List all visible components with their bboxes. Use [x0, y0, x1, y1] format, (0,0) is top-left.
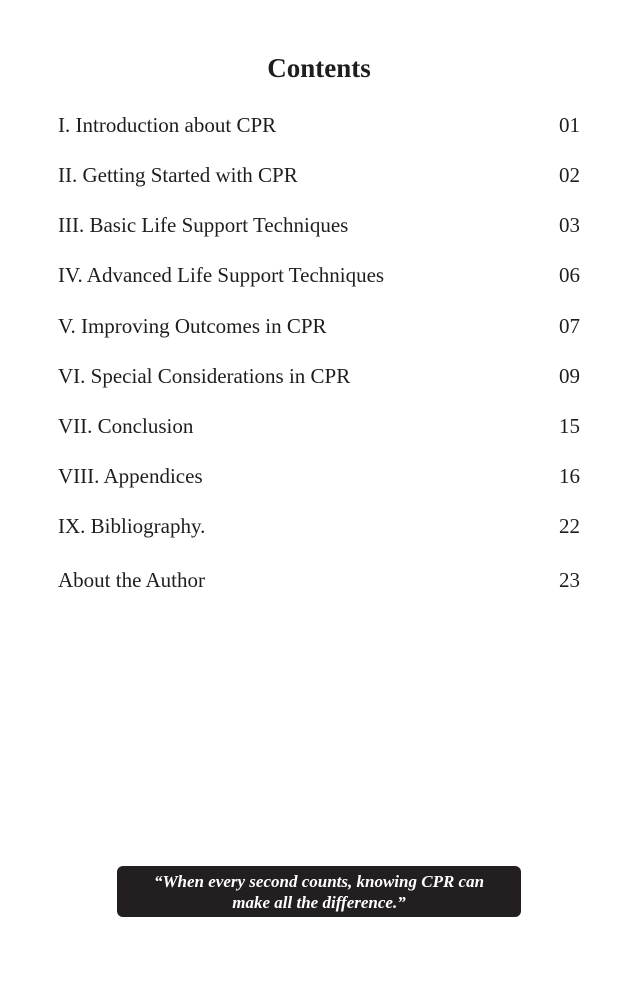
quote-banner: [117, 866, 521, 917]
toc-entry[interactable]: [58, 511, 580, 541]
toc-entry-page-number: 23: [559, 568, 580, 592]
toc-entry-page-number: 03: [559, 213, 580, 237]
toc-entry[interactable]: [58, 311, 580, 341]
toc-entry-title: V. Improving Outcomes in CPR: [58, 314, 327, 338]
toc-entry-title: IV. Advanced Life Support Techniques: [58, 263, 385, 287]
toc-entry[interactable]: [58, 461, 580, 491]
toc-entry-page-number: 09: [559, 364, 580, 388]
toc-entry-title: IX. Bibliography.: [58, 514, 206, 538]
toc-entry-title: III. Basic Life Support Techniques: [58, 213, 349, 237]
toc-entry[interactable]: [58, 411, 580, 441]
toc-entry[interactable]: [58, 160, 580, 190]
toc-entry-title: VIII. Appendices: [58, 464, 203, 488]
toc-entry-page-number: 02: [559, 163, 580, 187]
toc-entry-title: VI. Special Considerations in CPR: [58, 364, 351, 388]
toc-entry-title: I. Introduction about CPR: [58, 113, 277, 137]
toc-entry-page-number: 06: [559, 263, 580, 287]
toc-entry-title: II. Getting Started with CPR: [58, 163, 298, 187]
toc-entry-page-number: 01: [559, 113, 580, 137]
toc-entry[interactable]: [58, 565, 580, 595]
toc-entry-title: About the Author: [58, 568, 205, 592]
toc-entry[interactable]: [58, 260, 580, 290]
toc-entry-title: VII. Conclusion: [58, 414, 194, 438]
toc-entry-page-number: 22: [559, 514, 580, 538]
toc-entry[interactable]: [58, 361, 580, 391]
toc-entry-page-number: 15: [559, 414, 580, 438]
toc-entry[interactable]: [58, 210, 580, 240]
quote-line: make all the difference.”: [232, 892, 406, 912]
quote-line: “When every second counts, knowing CPR can: [153, 871, 485, 891]
toc-entry-page-number: 16: [559, 464, 580, 488]
toc-entry[interactable]: [58, 110, 580, 140]
page-title: Contents: [267, 53, 371, 83]
toc-entry-page-number: 07: [559, 314, 580, 338]
